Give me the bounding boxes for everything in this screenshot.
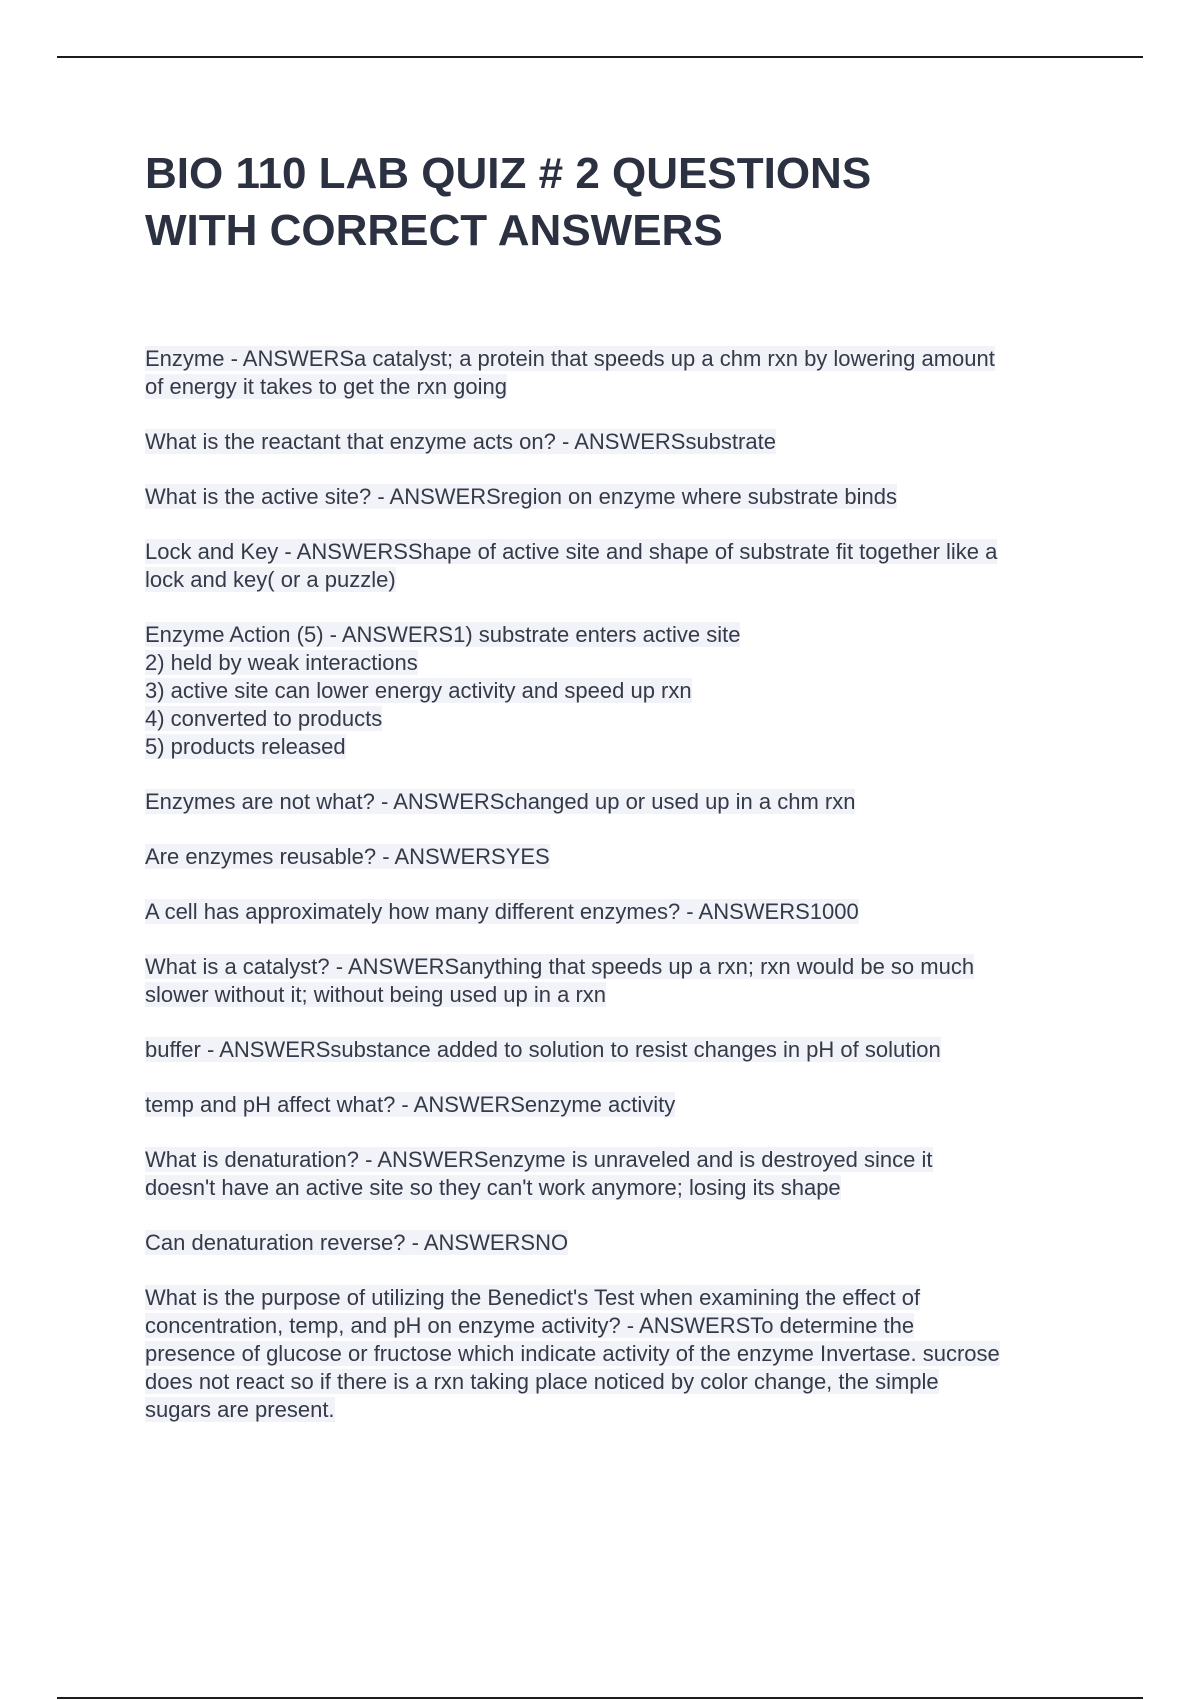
qa-line: 5) products released [145, 734, 346, 759]
top-divider [57, 56, 1143, 58]
qa-line: 4) converted to products [145, 706, 383, 731]
qa-line: temp and pH affect what? - ANSWERSenzyme activity [145, 1092, 676, 1117]
qa-item [145, 1229, 1095, 1257]
qa-item [145, 1091, 1095, 1119]
qa-line: A cell has approximately how many different enzymes? - ANSWERS1000 [145, 899, 859, 924]
qa-item [145, 1036, 1095, 1064]
qa-line: of energy it takes to get the rxn going [145, 374, 508, 399]
qa-line: Are enzymes reusable? - ANSWERSYES [145, 844, 550, 869]
qa-item [145, 843, 1095, 871]
document-body [145, 145, 1095, 1451]
qa-item [145, 345, 1095, 401]
qa-item [145, 428, 1095, 456]
qa-item [145, 1146, 1095, 1202]
qa-line: Enzyme Action (5) - ANSWERS1) substrate enters active site [145, 622, 741, 647]
qa-list [145, 345, 1095, 1424]
qa-line: What is a catalyst? - ANSWERSanything that speeds up a rxn; rxn would be so much [145, 954, 975, 979]
qa-item [145, 538, 1095, 594]
qa-item [145, 621, 1095, 761]
qa-line: Lock and Key - ANSWERSShape of active site and shape of substrate fit together like a [145, 539, 998, 564]
qa-line: doesn't have an active site so they can't work anymore; losing its shape [145, 1175, 841, 1200]
qa-line: Enzymes are not what? - ANSWERSchanged up or used up in a chm rxn [145, 789, 856, 814]
qa-line: 2) held by weak interactions [145, 650, 418, 675]
title-line: WITH CORRECT ANSWERS [145, 206, 723, 255]
qa-line: does not react so if there is a rxn taking place noticed by color change, the simple [145, 1369, 939, 1394]
bottom-divider [57, 1697, 1143, 1699]
qa-line: slower without it; without being used up in a rxn [145, 982, 607, 1007]
qa-line: 3) active site can lower energy activity and speed up rxn [145, 678, 692, 703]
qa-item [145, 953, 1095, 1009]
qa-item [145, 1284, 1095, 1424]
qa-line: What is denaturation? - ANSWERSenzyme is unraveled and is destroyed since it [145, 1147, 933, 1172]
qa-item [145, 898, 1095, 926]
qa-line: lock and key( or a puzzle) [145, 567, 396, 592]
qa-item [145, 483, 1095, 511]
qa-line: concentration, temp, and pH on enzyme activity? - ANSWERSTo determine the [145, 1313, 915, 1338]
qa-line: What is the purpose of utilizing the Benedict's Test when examining the effect of [145, 1285, 921, 1310]
qa-item [145, 788, 1095, 816]
title-line: BIO 110 LAB QUIZ # 2 QUESTIONS [145, 149, 872, 198]
qa-line: What is the active site? - ANSWERSregion on enzyme where substrate binds [145, 484, 898, 509]
qa-line: buffer - ANSWERSsubstance added to solution to resist changes in pH of solution [145, 1037, 941, 1062]
document-title [145, 145, 1095, 259]
qa-line: Can denaturation reverse? - ANSWERSNO [145, 1230, 569, 1255]
qa-line: Enzyme - ANSWERSa catalyst; a protein that speeds up a chm rxn by lowering amount [145, 346, 995, 371]
qa-line: presence of glucose or fructose which indicate activity of the enzyme Invertase. sucrose [145, 1341, 1000, 1366]
qa-line: What is the reactant that enzyme acts on? - ANSWERSsubstrate [145, 429, 776, 454]
qa-line: sugars are present. [145, 1397, 335, 1422]
